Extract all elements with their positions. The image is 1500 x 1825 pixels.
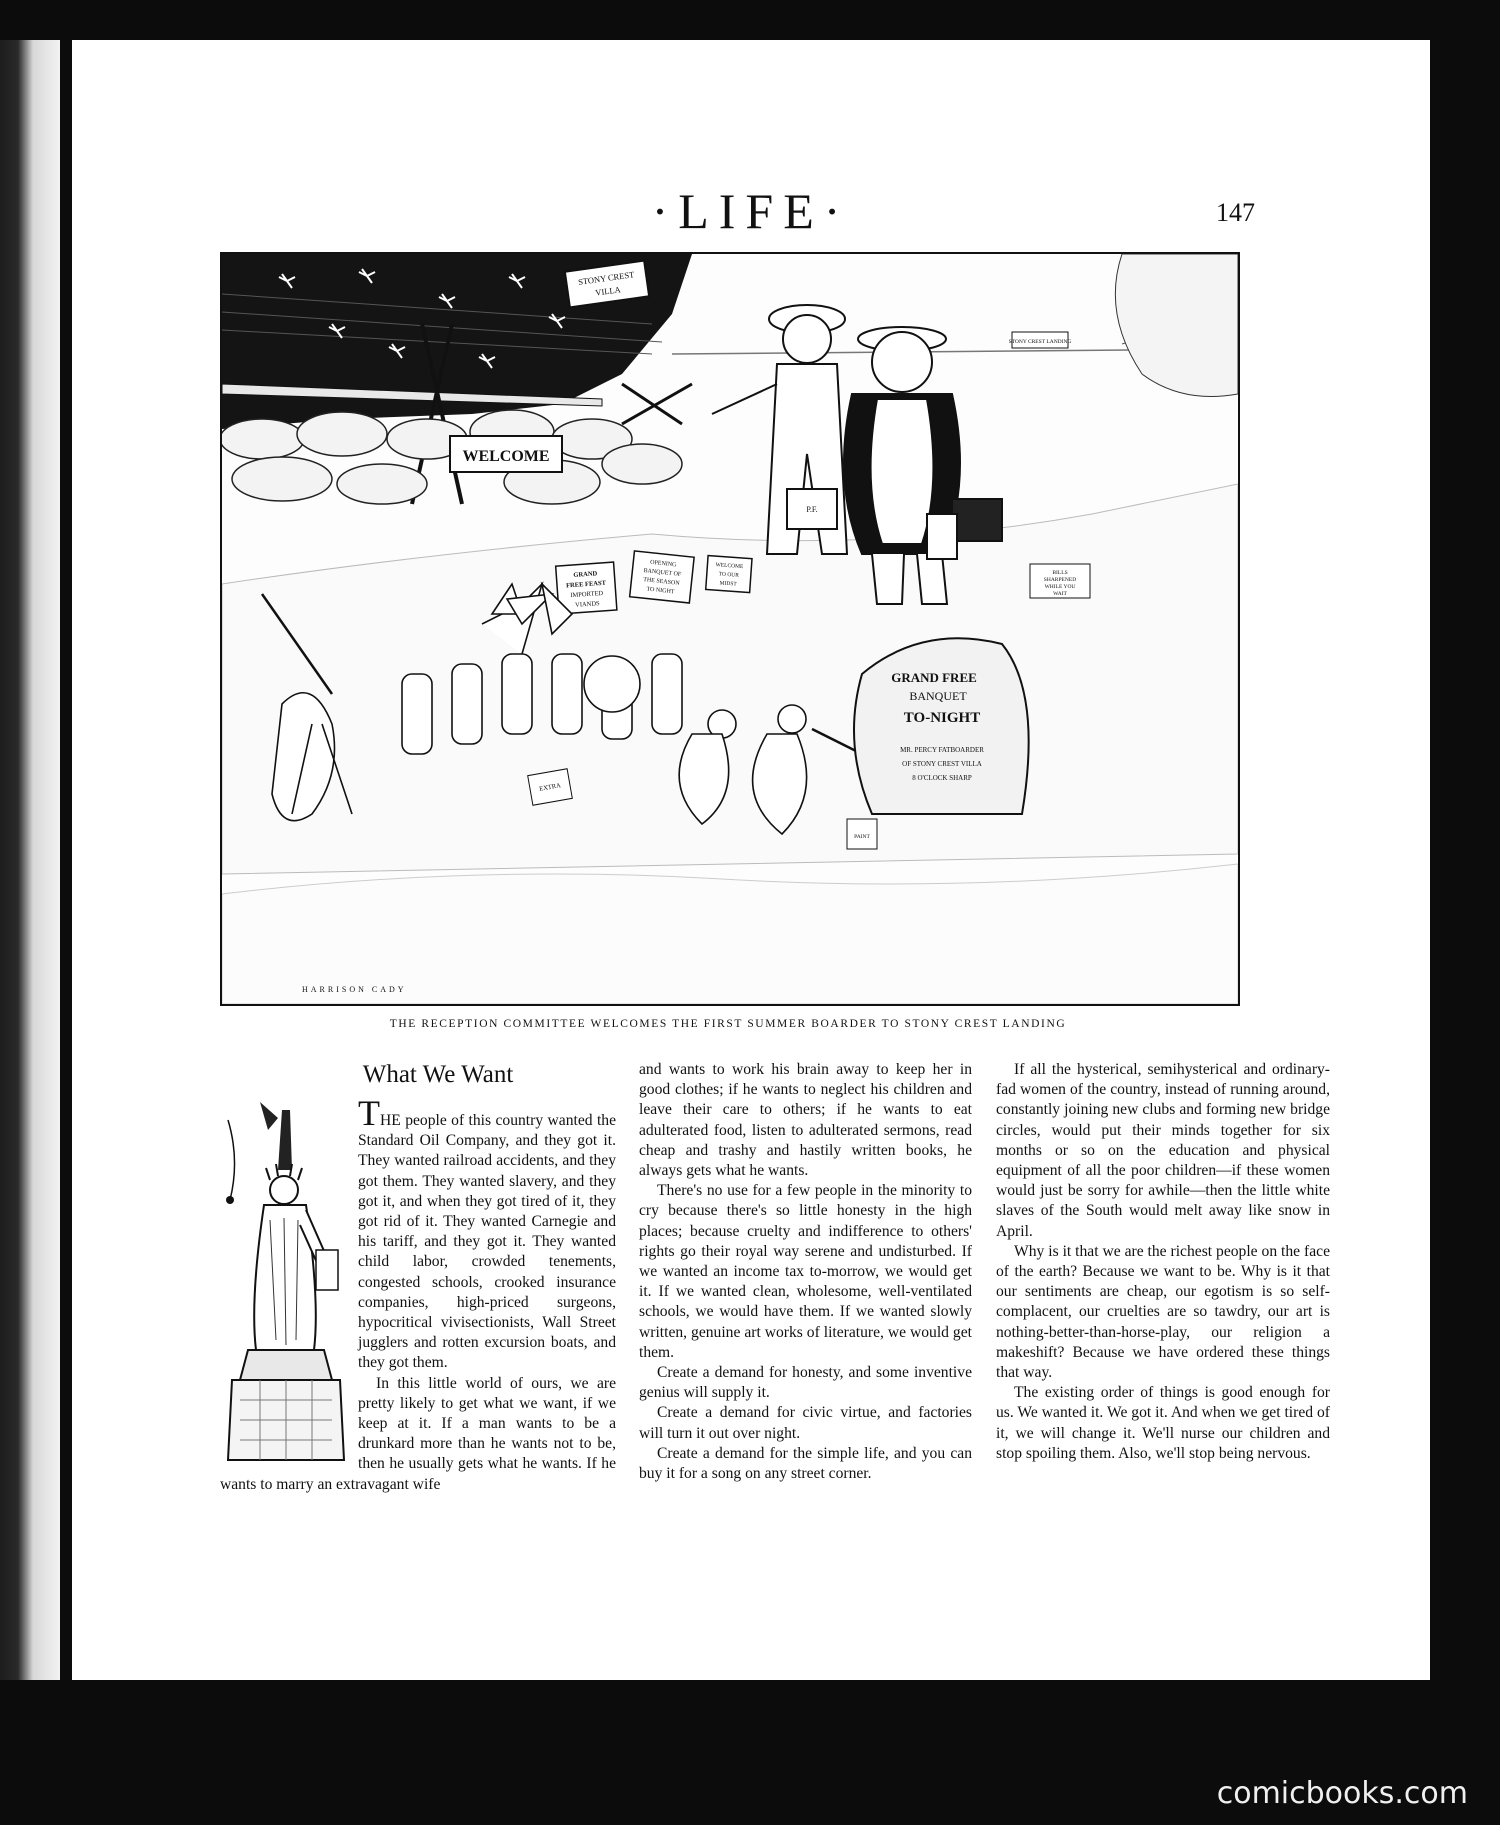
illustration-caption: THE RECEPTION COMMITTEE WELCOMES THE FIRST SUMMER BOARDER TO STONY CREST LANDING	[389, 1018, 1067, 1030]
welcome-midst-text-2: TO OUR	[718, 571, 740, 579]
article-column-3	[996, 1060, 1330, 1464]
banquet-text-5: OF STONY CREST VILLA	[902, 760, 982, 768]
extra-newspaper-text: EXTRA	[538, 782, 562, 793]
banquet-text-6: 8 O'CLOCK SHARP	[912, 774, 972, 782]
road	[222, 484, 1238, 874]
feast-sign-text-1: GRAND	[573, 570, 598, 579]
site-watermark: comicbooks.com	[1216, 1776, 1468, 1811]
article-column-1	[220, 1060, 616, 1495]
farmer-figure	[712, 305, 847, 554]
paint-can-text: PAINT	[854, 834, 870, 840]
paragraph-text: HE people of this country wanted the Standard Oil Company, and they got it. They wanted railroad accidents, and they got them. They wanted slavery, and they got it, and when they got tired of it, they got rid of it. They wanted Carnegie and his tariff, and they got it. They wanted child labor, crowded tenements, congested schools, crooked insurance companies, high-priced surgeons, hypocritical vivisectionists, Wall Street jugglers and rotten excursion boats, and they got them.	[358, 1112, 616, 1372]
banquet-text-2: BANQUET	[909, 689, 967, 703]
article-column-2	[639, 1060, 972, 1484]
villa-sign-text-1: STONY CREST	[577, 269, 635, 287]
feast-sign-text-2: FREE FEAST	[565, 579, 607, 590]
opening-sign-text-1: OPENING	[649, 559, 677, 569]
article-paragraph: The existing order of things is good enough for us. We wanted it. We got it. And when we get tired of it, we will change it. We'll nurse our children and stop spoiling them. Also, we'll stop being nervous.	[996, 1384, 1330, 1462]
grass	[222, 864, 1238, 1004]
banquet-text-3: TO-NIGHT	[903, 710, 981, 726]
article-title: What We Want	[362, 1061, 514, 1088]
drop-cap: T	[358, 1093, 380, 1133]
page-number: 147	[1216, 198, 1255, 227]
banquet-text-4: MR. PERCY FATBOARDER	[900, 746, 984, 754]
opening-sign-text-2: BANQUET OF	[643, 568, 682, 578]
article-paragraph: Why is it that we are the richest people on the face of the earth? Because we want to be. Why is it that our sentiments are cheap, our egotism is so self-complacent, our cruelties are so tawdry, our art is nothing-better-than-horse-play, our religion a makeshift? Because we have ordered these things that way.	[996, 1242, 1330, 1382]
masthead: ·LIFE·	[651, 183, 851, 239]
article-paragraph: If all the hysterical, semihysterical and ordinary-fad women of the country, instead of running around, constantly joining new clubs and forming new bridge circles, would put their minds together for six months or so on the education and physical equipment of all the poor children—if these women would just be sorry for awhile—then the little white slaves of the South would melt away like snow in April.	[996, 1061, 1330, 1240]
opening-banquet-sign	[630, 551, 694, 603]
opening-sign-text-4: TO NIGHT	[646, 586, 675, 596]
article-paragraph: In this little world of ours, we are pretty likely to get what we want, if we keep at it. If a man wants to be a drunkard more than he wants not to be, then he usually gets what he wants. If he wants to marry an extravagant wife	[220, 1374, 616, 1493]
magazine-page	[72, 40, 1430, 1680]
bills-sign-text-4: WAIT	[1053, 591, 1067, 597]
landing-sign-text: STONY CREST LANDING	[1008, 339, 1072, 345]
banquet-text-1: GRAND FREE	[891, 670, 977, 685]
article-paragraph: Create a demand for civic virtue, and factories will turn it out over night.	[639, 1404, 972, 1442]
article-paragraph: Create a demand for honesty, and some inventive genius will supply it.	[639, 1364, 972, 1402]
feast-sign-text-4: VIANDS	[574, 600, 600, 609]
artist-signature: HARRISON CADY	[302, 985, 407, 994]
willow-tree	[1115, 254, 1238, 397]
bag-label: P.F.	[806, 505, 818, 514]
opening-sign-text-3: THE SEASON	[642, 577, 680, 587]
statue-of-liberty-icon	[220, 1100, 350, 1466]
welcome-midst-text-3: MIDST	[719, 580, 737, 588]
cartoon-illustration	[220, 252, 1240, 1006]
feast-sign-text-3: IMPORTED	[570, 589, 604, 600]
book-gutter	[0, 40, 60, 1680]
article-paragraph: There's no use for a few people in the minority to cry because there's so little honesty in the high places; because cruelty and indifference to others' rights go their royal way serene and undisturbed. If we wanted an income tax to-morrow, we would get it. If we wanted clean, wholesome, well-ventilated schools, we would have them. If we wanted slowly written, genuine art works of literature, we would get them.	[639, 1182, 972, 1361]
article-paragraph: and wants to work his brain away to keep her in good clothes; if he wants to neglect his children and leave their care to others; if he wants to eat adulterated food, listen to adulterated sermons, read cheap and trashy and hastily written books, he always gets what he wants.	[639, 1061, 972, 1180]
villa-sign-text-2: VILLA	[594, 284, 622, 298]
bills-sign-text-1: BILLS	[1052, 570, 1068, 576]
article-paragraph: Create a demand for the simple life, and you can buy it for a song on any street corner.	[639, 1444, 972, 1483]
bills-sign-text-3: WHILE YOU	[1044, 584, 1076, 590]
welcome-midst-text-1: WELCOME	[715, 562, 744, 571]
welcome-banner-text: WELCOME	[462, 448, 550, 465]
welcome-midst-sign	[706, 556, 752, 593]
cartoon-drawing	[222, 254, 1238, 1004]
bills-sign-text-2: SHARPENED	[1043, 577, 1077, 583]
banquet-boulder	[854, 638, 1029, 814]
